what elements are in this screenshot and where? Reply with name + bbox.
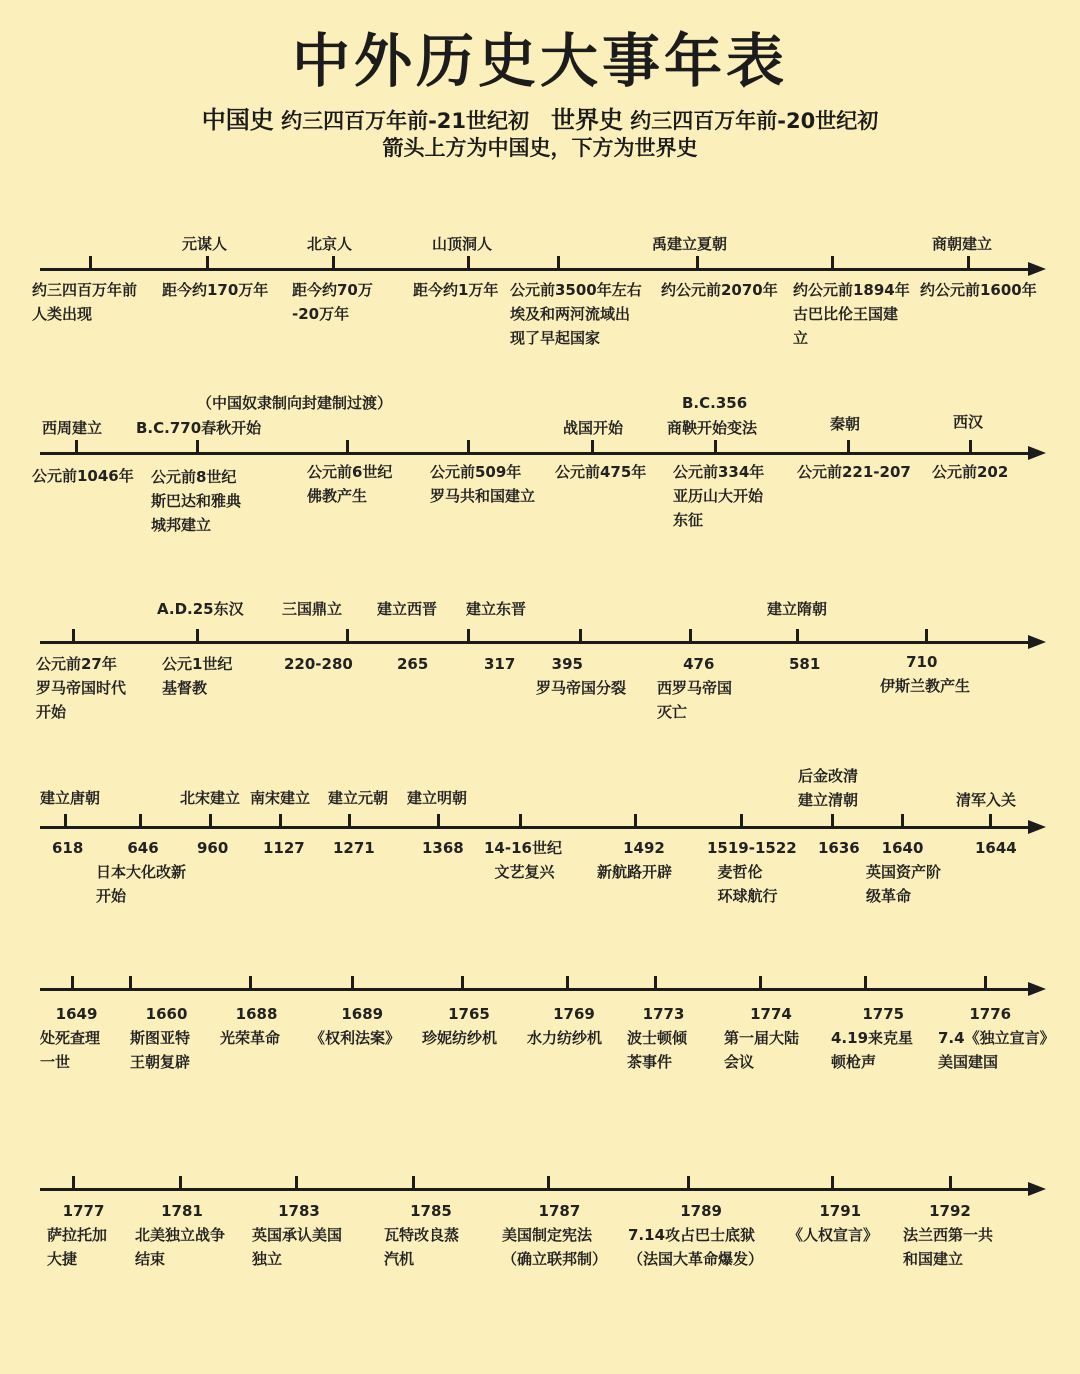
world-event-label: 1775 4.19来克星 顿枪声 [831,1005,914,1071]
timeline-tick [346,440,349,453]
china-event-label: 西汉 [953,413,984,431]
timeline-tick [714,440,717,453]
china-history-range: 约三四百万年前-21世纪初 [281,109,530,133]
timeline-tick [925,629,928,642]
world-event-label: 1792 法兰西第一共 和国建立 [903,1202,994,1268]
timeline-tick [566,976,569,989]
arrow-head-icon [1028,1182,1046,1196]
china-event-label: 元谋人 [182,235,228,253]
world-event-label: 公元1世纪 基督教 [162,655,233,697]
timeline-tick [759,976,762,989]
world-event-label: 公元前509年 罗马共和国建立 [430,463,536,505]
china-event-label: 建立东晋 [466,600,527,618]
world-event-label: 1644 [975,839,1017,857]
world-event-label: 约公元前2070年 [661,281,778,299]
world-event-label: 距今约170万年 [162,281,269,299]
world-event-label: 1769 水力纺纱机 [527,1005,603,1047]
arrow-head-icon [1028,262,1046,276]
china-event-label: 商朝建立 [932,235,993,253]
timeline-tick [348,814,351,827]
world-event-label: 14-16世纪 文艺复兴 [484,839,562,881]
arrow-head-icon [1028,635,1046,649]
world-event-label: 1492 新航路开辟 [597,839,673,881]
world-event-label: 1689 《权利法案》 [310,1005,401,1047]
timeline-axis [40,1188,1030,1191]
world-event-label: 395 罗马帝国分裂 [536,655,627,697]
china-event-label: 清军入关 [956,791,1017,809]
world-event-label: 1688 光荣革命 [220,1005,281,1047]
world-event-label: 1791 《人权宣言》 [788,1202,879,1244]
china-event-label: 北京人 [307,235,353,253]
china-event-label: （中国奴隶制向封建制过渡） [197,394,393,412]
china-event-label: 后金改清 建立清朝 [798,767,859,809]
timeline-axis [40,268,1030,271]
china-event-label: 禹建立夏朝 [652,235,728,253]
china-event-label: 建立元朝 [328,789,389,807]
world-event-label: 1660 斯图亚特 王朝复辟 [130,1005,191,1071]
world-event-label: 1781 北美独立战争 结束 [135,1202,226,1268]
world-event-label: 公元前3500年左右 埃及和两河流域出 现了早起国家 [510,281,642,347]
china-event-label: 南宋建立 [250,789,311,807]
china-event-label: 战国开始 [563,419,624,437]
timeline-row [0,1188,1080,1268]
world-history-label: 世界史 [550,106,623,134]
world-event-label: 约三四百万年前 人类出现 [32,281,138,323]
world-event-label: 960 [197,839,229,857]
timeline-row [0,235,1080,347]
timeline-axis [40,988,1030,991]
timeline-tick [72,1176,75,1189]
world-event-label: 1773 波士顿倾 茶事件 [627,1005,688,1071]
world-event-label: 265 [397,655,429,673]
timeline-row [0,394,1080,534]
timeline-tick [796,629,799,642]
timeline-tick [461,976,464,989]
timeline-tick [949,1176,952,1189]
china-event-label: 秦朝 [830,415,861,433]
timeline-tick [279,814,282,827]
world-event-label: 公元前6世纪 佛教产生 [307,463,393,505]
timeline-tick [71,976,74,989]
world-event-label: 距今约70万 -20万年 [292,281,373,323]
world-event-label: 公元前202 [932,463,1009,481]
china-event-label: 西周建立 [42,419,103,437]
timeline-axis [40,452,1030,455]
timeline-tick [519,814,522,827]
timeline-tick [634,814,637,827]
timeline-tick [72,629,75,642]
arrow-head-icon [1028,446,1046,460]
timeline-tick [831,256,834,269]
china-event-label: B.C.770春秋开始 [136,419,262,437]
world-event-label: 约公元前1894年 古巴比伦王国建 立 [793,281,910,347]
timeline-row [0,767,1080,905]
china-event-label: 商鞅开始变法 [667,419,758,437]
timeline-tick [831,1176,834,1189]
timeline-tick [557,256,560,269]
timeline-tick [687,1176,690,1189]
timeline-tick [864,976,867,989]
world-event-label: 1785 瓦特改良蒸 汽机 [384,1202,460,1268]
timeline-tick [989,814,992,827]
timeline-tick [654,976,657,989]
timeline-tick [295,1176,298,1189]
world-event-label: 公元前221-207 [797,463,911,481]
china-event-label: 建立西晋 [377,600,438,618]
timeline-axis [40,641,1030,644]
world-event-label: 1368 [422,839,464,857]
world-event-label: 1776 7.4《独立宣言》 美国建国 [938,1005,1055,1071]
china-event-label: B.C.356 [682,394,748,412]
china-history-label: 中国史 [201,106,274,134]
timeline-tick [831,814,834,827]
world-event-label: 公元前8世纪 斯巴达和雅典 城邦建立 [151,468,242,534]
timeline-tick [209,814,212,827]
timeline-tick [64,814,67,827]
china-event-label: 建立隋朝 [767,600,828,618]
timeline-tick [196,629,199,642]
timeline-tick [591,440,594,453]
world-event-label: 476 西罗马帝国 灭亡 [657,655,733,721]
world-event-label: 1636 [818,839,860,857]
timeline-tick [689,629,692,642]
world-event-label: 1789 7.14攻占巴士底狱 （法国大革命爆发） [628,1202,764,1268]
timeline-tick [139,814,142,827]
world-event-label: 公元前27年 罗马帝国时代 开始 [36,655,127,721]
timeline-tick [984,976,987,989]
world-event-label: 距今约1万年 [413,281,499,299]
china-event-label: 山顶洞人 [432,235,493,253]
timeline-tick [740,814,743,827]
timeline-tick [467,629,470,642]
timeline-tick [89,256,92,269]
china-event-label: A.D.25东汉 [157,600,244,618]
timeline-tick [579,629,582,642]
world-event-label: 581 [789,655,821,673]
subtitle-line [0,100,1080,135]
timeline-tick [467,440,470,453]
timeline-tick [412,1176,415,1189]
timeline-tick [437,814,440,827]
timeline-tick [696,256,699,269]
china-event-label: 北宋建立 [180,789,241,807]
timeline-tick [547,1176,550,1189]
world-event-label: 公元前1046年 [32,467,134,485]
timeline-tick [901,814,904,827]
world-event-label: 710 伊斯兰教产生 [880,653,971,695]
world-event-label: 1649 处死查理 一世 [40,1005,101,1071]
timeline-tick [179,1176,182,1189]
china-event-label: 建立唐朝 [40,789,101,807]
timeline-tick [206,256,209,269]
world-event-label: 1765 珍妮纺纱机 [422,1005,498,1047]
timeline-tick [346,629,349,642]
china-event-label: 建立明朝 [407,789,468,807]
world-event-label: 1777 萨拉托加 大捷 [47,1202,108,1268]
arrow-head-icon [1028,982,1046,996]
world-event-label: 646 日本大化改新 开始 [96,839,187,905]
arrow-head-icon [1028,820,1046,834]
timeline-row [0,600,1080,721]
world-event-label: 1127 [263,839,305,857]
timeline-tick [249,976,252,989]
world-history-range: 约三四百万年前-20世纪初 [630,109,879,133]
world-event-label: 1787 美国制定宪法 （确立联邦制） [502,1202,608,1268]
timeline-tick [332,256,335,269]
world-event-label: 1271 [333,839,375,857]
world-event-label: 1640 英国资产阶 级革命 [866,839,942,905]
world-event-label: 220-280 [284,655,353,673]
world-event-label: 公元前475年 [555,463,647,481]
china-event-label: 三国鼎立 [282,600,343,618]
timeline-axis [40,826,1030,829]
world-event-label: 317 [484,655,516,673]
timeline-tick [129,976,132,989]
world-event-label: 1783 英国承认美国 独立 [252,1202,343,1268]
timeline-tick [351,976,354,989]
timeline-row [0,988,1080,1071]
timeline-tick [969,440,972,453]
world-event-label: 1519-1522 麦哲伦 环球航行 [707,839,797,905]
world-event-label: 公元前334年 亚历山大开始 东征 [673,463,765,529]
world-event-label: 618 [52,839,84,857]
timeline-tick [847,440,850,453]
page-title: 中外历史大事年表 [291,27,788,95]
timeline-tick [75,440,78,453]
timeline-tick [467,256,470,269]
world-event-label: 约公元前1600年 [920,281,1037,299]
timeline-note: 箭头上方为中国史，下方为世界史 [382,136,698,160]
timeline-tick [967,256,970,269]
world-event-label: 1774 第一届大陆 会议 [724,1005,800,1071]
timeline-tick [196,440,199,453]
